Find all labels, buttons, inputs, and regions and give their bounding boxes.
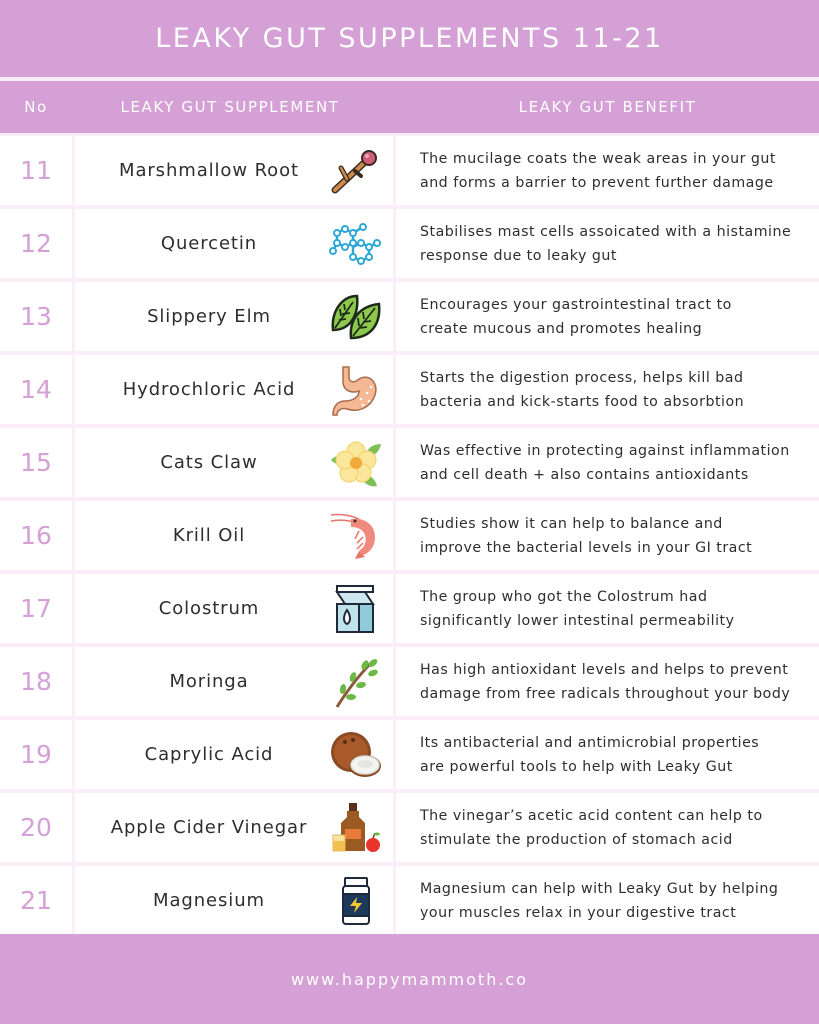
table-row <box>0 574 819 643</box>
supplement-name: Magnesium <box>153 890 265 911</box>
benefit-line: Stabilises mast cells assoicated with a histamine <box>420 223 792 240</box>
benefit-line: Studies show it can help to balance and <box>420 515 723 532</box>
supplement-cell <box>75 574 393 643</box>
footer <box>0 934 819 1024</box>
table-row <box>0 501 819 570</box>
marshmallow-root-icon <box>329 144 383 198</box>
table-row <box>0 647 819 716</box>
row-number-cell <box>0 355 72 424</box>
benefit-cell <box>396 209 819 278</box>
supplement-name: Apple Cider Vinegar <box>110 817 308 838</box>
header-benefit: LEAKY GUT BENEFIT <box>518 98 697 116</box>
row-number: 17 <box>20 594 52 623</box>
supplement-cell <box>75 866 393 935</box>
row-number-cell <box>0 501 72 570</box>
table-row <box>0 866 819 935</box>
vinegar-bottle-icon <box>329 801 383 855</box>
benefit-cell <box>396 501 819 570</box>
moringa-branch-icon <box>329 655 383 709</box>
supplement-name: Hydrochloric Acid <box>122 379 296 400</box>
table-row <box>0 209 819 278</box>
header-no: No <box>24 98 48 116</box>
supplement-name: Cats Claw <box>160 452 258 473</box>
row-number: 14 <box>20 375 52 404</box>
benefit-line: response due to leaky gut <box>420 247 617 264</box>
row-number: 16 <box>20 521 52 550</box>
benefit-line: The group who got the Colostrum had <box>420 588 708 605</box>
supplement-name: Colostrum <box>158 598 260 619</box>
supplement-cell <box>75 282 393 351</box>
benefit-line: create mucous and promotes healing <box>420 320 703 337</box>
supplement-name: Slippery Elm <box>147 306 271 327</box>
benefit-cell <box>396 428 819 497</box>
benefit-line: significantly lower intestinal permeability <box>420 612 735 629</box>
supplement-cell <box>75 209 393 278</box>
row-number-cell <box>0 647 72 716</box>
row-number: 11 <box>20 156 52 185</box>
row-number-cell <box>0 574 72 643</box>
supplement-bottle-icon <box>329 874 383 928</box>
benefit-line: The mucilage coats the weak areas in your gut <box>420 150 776 167</box>
supplement-cell <box>75 720 393 789</box>
benefit-line: damage from free radicals throughout your body <box>420 685 791 702</box>
row-number-cell <box>0 282 72 351</box>
benefit-line: Encourages your gastrointestinal tract to <box>420 296 732 313</box>
coconut-icon <box>329 728 383 782</box>
supplement-name: Moringa <box>169 671 249 692</box>
row-number-cell <box>0 720 72 789</box>
footer-url[interactable]: www.happymammoth.co <box>290 969 529 989</box>
supplement-name: Quercetin <box>160 233 258 254</box>
table-row <box>0 793 819 862</box>
benefit-line: Has high antioxidant levels and helps to prevent <box>420 661 789 678</box>
row-number: 19 <box>20 740 52 769</box>
benefit-cell <box>396 866 819 935</box>
table-row <box>0 355 819 424</box>
benefit-line: are powerful tools to help with Leaky Gut <box>420 758 733 775</box>
supplement-cell <box>75 428 393 497</box>
row-number: 13 <box>20 302 52 331</box>
page-title: LEAKY GUT SUPPLEMENTS 11-21 <box>155 23 664 54</box>
row-number-cell <box>0 209 72 278</box>
row-number: 15 <box>20 448 52 477</box>
benefit-line: improve the bacterial levels in your GI tract <box>420 539 753 556</box>
benefit-line: and forms a barrier to prevent further damage <box>420 174 774 191</box>
table-row <box>0 282 819 351</box>
row-number: 18 <box>20 667 52 696</box>
supplement-name: Marshmallow Root <box>119 160 299 181</box>
supplement-cell <box>75 793 393 862</box>
supplement-name: Caprylic Acid <box>144 744 274 765</box>
benefit-line: Starts the digestion process, helps kill bad <box>420 369 744 386</box>
supplement-cell <box>75 355 393 424</box>
benefit-line: Magnesium can help with Leaky Gut by helping <box>420 880 779 897</box>
row-number-cell <box>0 428 72 497</box>
table-row <box>0 428 819 497</box>
stomach-icon <box>329 363 383 417</box>
supplement-cell <box>75 136 393 205</box>
row-number-cell <box>0 793 72 862</box>
benefit-line: Was effective in protecting against inflammation <box>420 442 790 459</box>
supplement-cell <box>75 501 393 570</box>
benefit-cell <box>396 793 819 862</box>
benefit-line: bacteria and kick-starts food to absorbtion <box>420 393 745 410</box>
benefit-line: Its antibacterial and antimicrobial properties <box>420 734 760 751</box>
benefit-cell <box>396 355 819 424</box>
shrimp-icon <box>329 509 383 563</box>
row-number: 12 <box>20 229 52 258</box>
benefit-line: and cell death + also contains antioxidants <box>420 466 749 483</box>
benefit-line: your muscles relax in your digestive tract <box>420 904 737 921</box>
row-number: 21 <box>20 886 52 915</box>
benefit-line: stimulate the production of stomach acid <box>420 831 733 848</box>
benefit-line: The vinegar’s acetic acid content can help to <box>420 807 763 824</box>
supplement-cell <box>75 647 393 716</box>
table-row <box>0 720 819 789</box>
row-number-cell <box>0 136 72 205</box>
benefit-cell <box>396 136 819 205</box>
benefit-cell <box>396 647 819 716</box>
table-row <box>0 136 819 205</box>
row-number: 20 <box>20 813 52 842</box>
flower-icon <box>329 436 383 490</box>
row-number-cell <box>0 866 72 935</box>
table-header <box>0 81 819 133</box>
milk-carton-icon <box>329 582 383 636</box>
benefit-cell <box>396 574 819 643</box>
benefit-cell <box>396 720 819 789</box>
supplement-name: Krill Oil <box>172 525 246 546</box>
molecule-icon <box>329 217 383 271</box>
leaves-icon <box>329 290 383 344</box>
header-supplement: LEAKY GUT SUPPLEMENT <box>120 98 340 116</box>
title-bar <box>0 0 819 77</box>
benefit-cell <box>396 282 819 351</box>
